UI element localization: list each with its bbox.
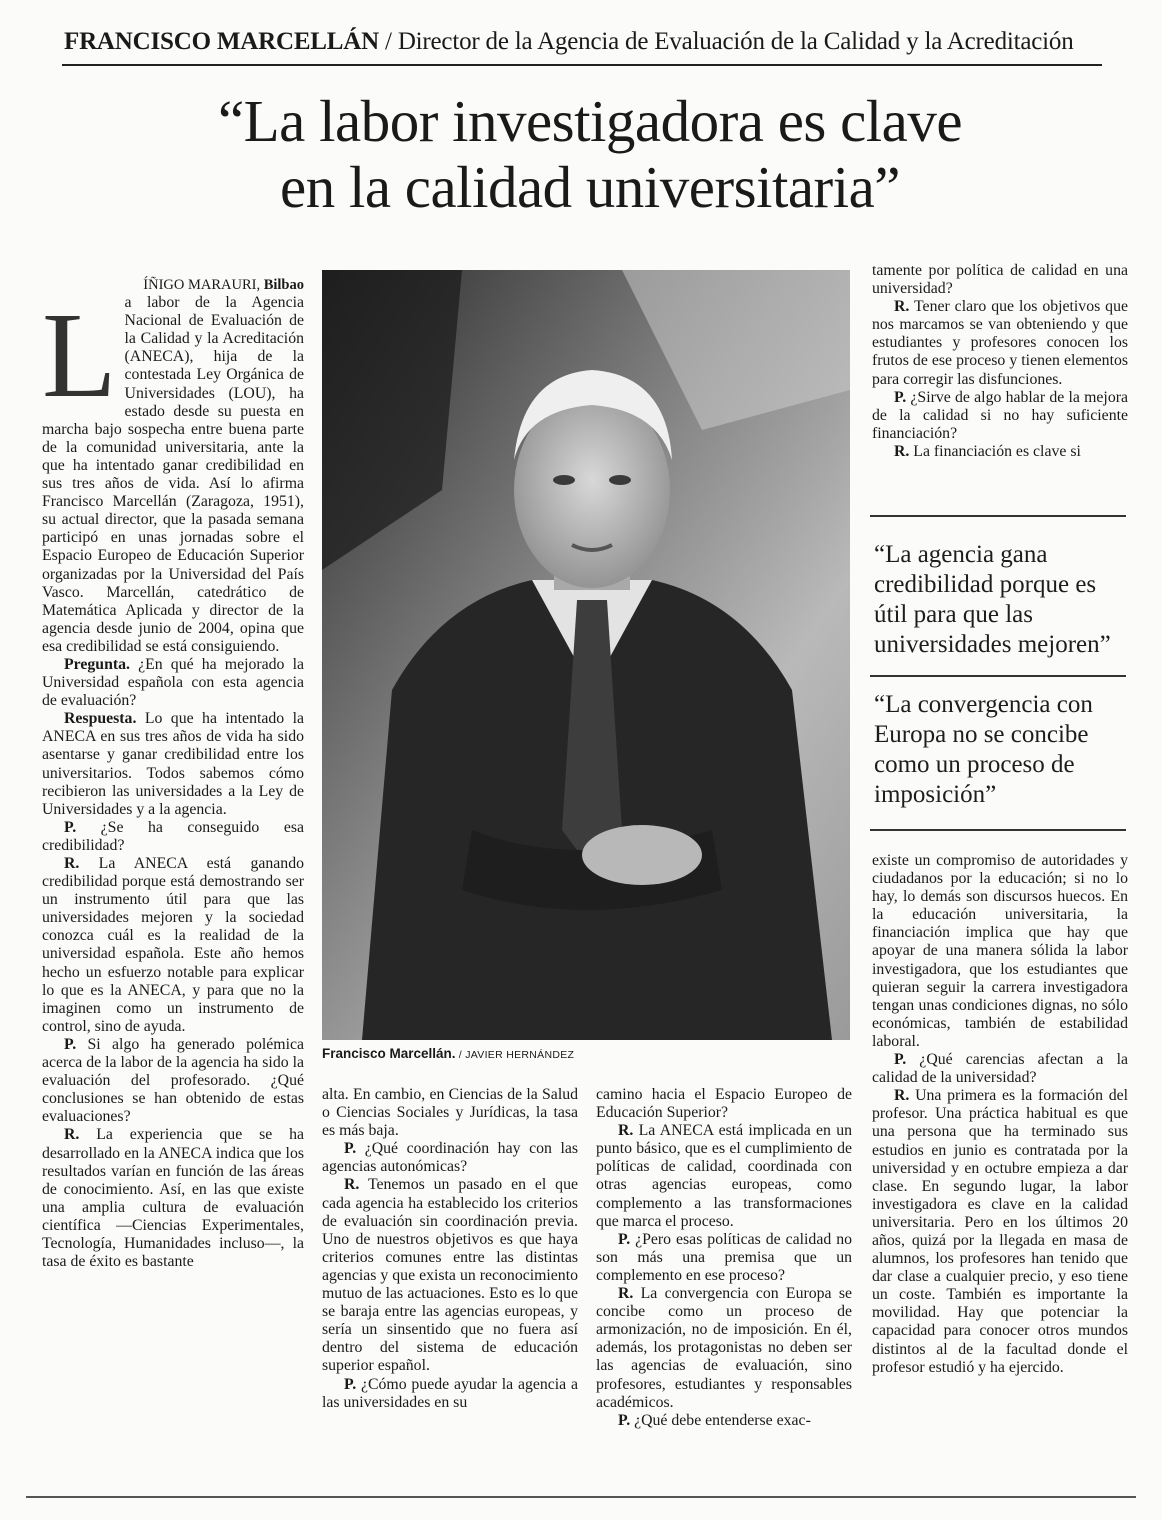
- column-3: [596, 1086, 852, 1430]
- answer: R. La ANECA está ganando credibilidad porque está demostrando ser un instrumento útil para que las universidades mejoren y la sociedad conozca cuál es la realidad de la universidad española. Este año hemos hecho un esfuerzo notable para explicar lo que es la ANECA, y para que no la imaginen como un instrumento de control, sino de ayuda.: [42, 855, 304, 1035]
- kicker: [64, 28, 1114, 56]
- footer-rule: [26, 1496, 1136, 1498]
- caption-subject: Francisco Marcellán.: [322, 1046, 456, 1061]
- portrait-photo: [322, 270, 850, 1040]
- pullquote-2: “La convergencia con Europa no se concibe como un proceso de imposición”: [874, 691, 1093, 808]
- question: P. ¿Pero esas políticas de calidad no son más una premisa que un complemento en ese proceso?: [596, 1230, 852, 1284]
- byline-place: Bilbao: [263, 277, 304, 293]
- answer: Respuesta. Lo que ha intentado la ANECA en sus tres años de vida ha sido asentarse y ganar credibilidad entre los universitarios. Todos sabemos cómo recibieron las universidades a la Ley de Universidades y a la agencia.: [42, 710, 304, 818]
- pullquote-rule-top: [870, 515, 1126, 517]
- pullquote-rule-middle: [870, 675, 1126, 677]
- column-1: [42, 276, 304, 1271]
- lead-paragraph: La labor de la Agencia Nacional de Evaluación de la Calidad y la Acreditación (ANECA), hija de la contestada Ley Orgánica de Universidades (LOU), ha estado desde su puesta en marcha bajo sospecha entre buena parte de la comunidad universitaria, ante la que ha intentado ganar credibilidad en sus tres años de vida. Así lo afirma Francisco Marcellán (Zaragoza, 1951), su actual director, que la pasada semana participó en unas jornadas sobre el Espacio Europeo de Educación Superior organizadas por la Universidad del País Vasco. Marcellán, catedrático de Matemática Aplicada y director de la agencia desde junio de 2004, opina que esa credibilidad se está consiguiendo.: [42, 288, 304, 655]
- kicker-rule: [62, 64, 1102, 66]
- headline-line-1: “La labor investigadora es clave: [217, 88, 963, 154]
- interviewee-role: / Director de la Agencia de Evaluación de la Calidad y la Acreditación: [378, 28, 1074, 55]
- answer: R. Tener claro que los objetivos que nos marcamos se van obteniendo y que estudiantes y profesores conocen los frutos de ese proceso y tienen elementos para corregir las disfunciones.: [872, 298, 1128, 388]
- answer: R. La financiación es clave si: [894, 442, 1081, 460]
- pullquote-rule-bottom: [870, 829, 1126, 831]
- question: P. ¿Qué debe entenderse exac-: [618, 1411, 811, 1429]
- column-2: [322, 1086, 578, 1412]
- column-4-bottom: [872, 852, 1128, 1377]
- answer: R. Tenemos un pasado en el que cada agencia ha establecido los criterios de evaluación sin coordinación previa. Uno de nuestros objetivos es que haya criterios comunes entre las distintas agencias y que exista un reconocimiento mutuo de las actuaciones. Esto es lo que se baraja entre las agencias europeas, y sería un sinsentido que no fuera así dentro del sistema de educación superior español.: [322, 1176, 578, 1375]
- column-4-top: [872, 262, 1128, 461]
- continuation: alta. En cambio, en Ciencias de la Salud o Ciencias Sociales y Jurídicas, la tasa es más baja.: [322, 1086, 578, 1140]
- answer: R. La ANECA está implicada en un punto básico, que es el cumplimiento de políticas de calidad, coordinada con otras agencias europeas, como complemento a las transformaciones que marca el proceso.: [596, 1122, 852, 1230]
- question: Pregunta. ¿En qué ha mejorado la Universidad española con esta agencia de evaluación?: [42, 655, 304, 710]
- byline-author: ÍÑIGO MARAURI,: [143, 277, 264, 293]
- answer: R. Una primera es la formación del profesor. Una práctica habitual es que una persona que ha terminado sus estudios en junio es contratada por la universidad y en octubre empieza a dar clase. En segundo lugar, la labor investigadora es clave en la calidad universitaria. Pero en los últimos 20 años, quizá por la llegada en masa de alumnos, los profesores han tenido que dar clase a cualquier precio, y eso tiene un coste. También es importante la movilidad. Hay que potenciar la capacidad para conocer otros mundos distintos al de la facultad donde el profesor estudió y ha ejercido.: [872, 1087, 1128, 1376]
- question: P. ¿Se ha conseguido esa credibilidad?: [42, 818, 304, 854]
- continuation: existe un compromiso de autoridades y ciudadanos por la educación; si no lo hay, lo demás son discursos huecos. En la educación universitaria, la financiación implica que hay que apoyar de una manera sólida la labor investigadora, que los estudiantes que quieran seguir la carrera investigadora tengan unas condiciones dignas, no sólo económicas, también de estabilidad laboral.: [872, 852, 1128, 1050]
- answer: R. La experiencia que se ha desarrollado en la ANECA indica que los resultados varían en función de las áreas de conocimiento. Así, en las que existe una amplia cultura de evaluación científica —Ciencias Experimentales, Tecnología, Humanidades incluso—, la tasa de éxito es bastante: [42, 1126, 304, 1271]
- drop-cap: L: [42, 288, 117, 424]
- continuation: tamente por política de calidad en una universidad?: [872, 262, 1128, 298]
- question: P. ¿Qué coordinación hay con las agencias autonómicas?: [322, 1140, 578, 1176]
- question: P. ¿Sirve de algo hablar de la mejora de la calidad si no hay suficiente financiación?: [872, 388, 1128, 442]
- continuation: camino hacia el Espacio Europeo de Educación Superior?: [596, 1086, 852, 1122]
- question: P. Si algo ha generado polémica acerca de la labor de la agencia ha sido la evaluación del profesorado. ¿Qué conclusiones se han obtenido de estas evaluaciones?: [42, 1035, 304, 1126]
- interviewee-name: FRANCISCO MARCELLÁN: [64, 28, 379, 55]
- answer: R. La convergencia con Europa se concibe como un proceso de armonización, no de imposición. En él, además, los protagonistas no deben ser las agencias de evaluación, sino profesores, estudiantes y responsables académicos.: [596, 1285, 852, 1411]
- photo-caption: [322, 1046, 574, 1061]
- headline-line-2: en la calidad universitaria”: [280, 154, 900, 220]
- caption-credit: / JAVIER HERNÁNDEZ: [455, 1049, 575, 1061]
- headline: [110, 88, 1070, 220]
- pullquote-1: “La agencia gana credibilidad porque es útil para que las universidades mejoren”: [874, 541, 1111, 658]
- portrait-illustration: [322, 270, 850, 1040]
- question: P. ¿Qué carencias afectan a la calidad de la universidad?: [872, 1051, 1128, 1087]
- question: P. ¿Cómo puede ayudar la agencia a las universidades en su: [322, 1375, 578, 1411]
